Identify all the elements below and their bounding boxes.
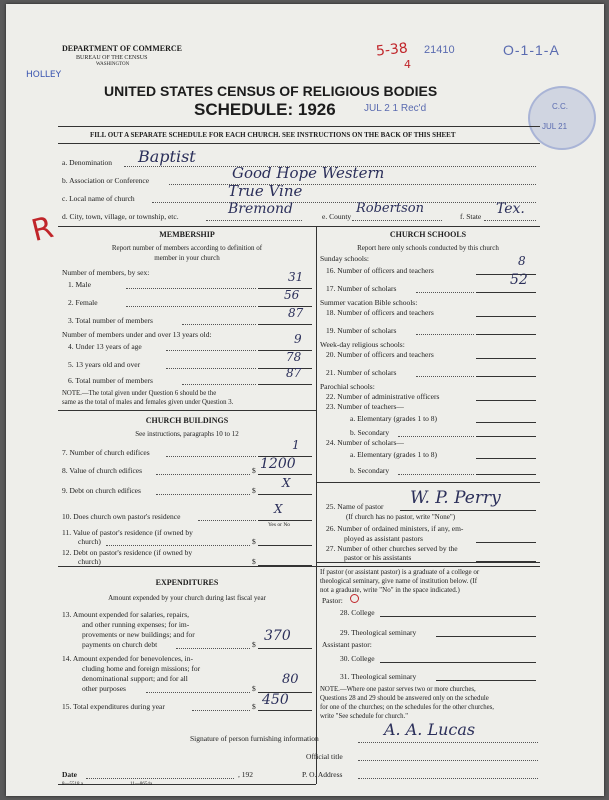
q12-line: [258, 565, 312, 566]
q25-line: [400, 510, 536, 511]
q13-label-4: payments on church debt: [82, 640, 158, 649]
q21-leader: [416, 376, 474, 377]
official-title-line: [358, 760, 538, 761]
schools-sub: Report here only schools conducted by this church: [357, 244, 499, 252]
q1-label: 1. Male: [68, 280, 91, 289]
po-address-line: [358, 778, 538, 779]
q20-label: 20. Number of officers and teachers: [326, 350, 434, 359]
q22-label: 22. Number of administrative officers: [326, 392, 440, 401]
q4-label: 4. Under 13 years of age: [68, 342, 142, 351]
members-by-sex-label: Number of members, by sex:: [62, 268, 150, 277]
q6-leader: [182, 384, 256, 385]
date-line: [86, 778, 234, 779]
schedule-year: SCHEDULE: 1926: [194, 100, 336, 119]
classification-code: O-1-1-A: [503, 42, 560, 58]
q11-dollar: $: [252, 537, 256, 546]
q27-line: [476, 561, 536, 562]
q10-leader: [198, 520, 256, 521]
pastor-note-4: write "See schedule for church.": [320, 713, 409, 720]
q24-label: 24. Number of scholars—: [326, 438, 404, 447]
q26-label-2: ployed as assistant pastors: [344, 534, 423, 543]
form-number-1: 8—5518 a: [62, 782, 83, 787]
red-circle-mark: [350, 594, 359, 603]
q12-dollar: $: [252, 557, 256, 566]
church-name-value[interactable]: True Vine: [228, 182, 303, 200]
schools-bottom-rule: [316, 482, 540, 483]
q11-label-2: church): [78, 537, 101, 546]
sunday-schools-label: Sunday schools:: [320, 254, 369, 263]
membership-intro-1: Report number of members according to definition of: [111, 244, 263, 252]
q7-label: 7. Number of church edifices: [62, 448, 150, 457]
state-label: f. State: [460, 212, 482, 221]
state-line: [484, 220, 536, 221]
q23-label: 23. Number of teachers—: [326, 402, 404, 411]
q4-value[interactable]: 9: [294, 332, 302, 346]
circular-stamp-date: JUL 21: [542, 122, 568, 131]
q2-label: 2. Female: [68, 298, 98, 307]
city-name: WASHINGTON: [96, 62, 130, 67]
q12-label-2: church): [78, 557, 101, 566]
county-line: [352, 220, 442, 221]
expenditures-sub: Amount expended by your church during last fiscal year: [108, 594, 266, 602]
graduate-note-3: not a graduate, write "No" in the space indicated.): [320, 586, 460, 594]
q31-label: 31. Theological seminary: [340, 672, 417, 681]
q13-line: [258, 648, 312, 649]
q19-label: 19. Number of scholars: [326, 326, 397, 335]
q23b-leader: [398, 436, 474, 437]
q29-line: [436, 636, 536, 637]
red-mark-r: R: [28, 209, 57, 250]
q27-label-2: pastor or his assistants: [344, 553, 412, 562]
state-value[interactable]: Tex.: [496, 201, 525, 217]
q24b-label: b. Secondary: [350, 466, 390, 475]
q20-line: [476, 358, 536, 359]
red-sub-number: 4: [404, 58, 411, 71]
q25-label: 25. Name of pastor: [326, 502, 384, 511]
q23b-label: b. Secondary: [350, 428, 390, 437]
q10-line: [258, 520, 312, 521]
q24b-line: [476, 474, 536, 475]
association-value[interactable]: Good Hope Western: [232, 164, 385, 182]
signature-value[interactable]: A. A. Lucas: [384, 720, 476, 739]
q3-label: 3. Total number of members: [68, 316, 153, 325]
q14-label-1: 14. Amount expended for benevolences, in-: [62, 654, 194, 663]
q13-dollar: $: [252, 640, 256, 649]
county-label: e. County: [322, 212, 352, 221]
q28-label: 28. College: [340, 608, 375, 617]
q16-value[interactable]: 8: [518, 254, 526, 268]
q1-value[interactable]: 31: [288, 270, 304, 284]
date-label: Date: [62, 770, 77, 779]
q27-label-1: 27. Number of other churches served by the: [326, 544, 458, 553]
q6-line: [258, 384, 312, 385]
form-title: UNITED STATES CENSUS OF RELIGIOUS BODIES: [104, 83, 438, 99]
q15-value[interactable]: 450: [262, 692, 289, 708]
q14-value[interactable]: 80: [282, 672, 299, 687]
expenditures-heading: EXPENDITURES: [155, 578, 219, 587]
q2-line: [258, 306, 312, 307]
q11-leader: [106, 545, 250, 546]
signature-label: Signature of person furnishing information: [190, 734, 319, 743]
q11-label-1: 11. Value of pastor's residence (if owned by: [62, 528, 193, 537]
q8-line: [258, 474, 312, 475]
q8-dollar: $: [252, 466, 256, 475]
q9-dollar: $: [252, 486, 256, 495]
q15-line: [258, 710, 312, 711]
county-value[interactable]: Robertson: [356, 201, 424, 216]
header-rule-top: [58, 126, 540, 127]
q4-leader: [166, 350, 256, 351]
q10-value[interactable]: X: [274, 502, 283, 516]
q8-value[interactable]: 1200: [260, 456, 296, 472]
q23a-label: a. Elementary (grades 1 to 8): [350, 414, 438, 423]
membership-note-2: same as the total of males and females given under Question 3.: [62, 399, 234, 406]
q21-line: [476, 376, 536, 377]
instruction-line: FILL OUT A SEPARATE SCHEDULE FOR EACH CHURCH. SEE INSTRUCTIONS ON THE BACK OF THIS SHEET: [90, 131, 456, 139]
q5-leader: [166, 368, 256, 369]
q24a-label: a. Elementary (grades 1 to 8): [350, 450, 438, 459]
denomination-label: a. Denomination: [62, 158, 112, 167]
form-number-2: 11—8654a: [130, 782, 153, 787]
schools-heading: CHURCH SCHOOLS: [389, 230, 467, 239]
header-rule-bottom: [58, 143, 540, 144]
q9-value[interactable]: X: [282, 476, 291, 490]
q3-leader: [182, 324, 256, 325]
q7-value[interactable]: 1: [292, 438, 300, 452]
church-name-line: [152, 202, 536, 203]
q14-label-4: other purposes: [82, 684, 126, 693]
q8-leader: [156, 474, 250, 475]
q3-line: [258, 324, 312, 325]
date-year: , 192: [238, 770, 253, 779]
q2-value[interactable]: 56: [284, 288, 300, 302]
expenditure-bottom-rule: [58, 784, 316, 785]
q15-leader: [192, 710, 250, 711]
q28-line: [380, 616, 536, 617]
q9-label: 9. Debt on church edifices: [62, 486, 141, 495]
official-title-label: Official title: [306, 752, 343, 761]
q1-leader: [126, 288, 256, 289]
yes-no-hint: Yes or No: [268, 522, 291, 528]
pastor-note-3: for one of the churches; on the schedules for the other churches,: [320, 704, 495, 711]
city-label: d. City, town, village, or township, etc.: [62, 212, 179, 221]
city-value[interactable]: Bremond: [228, 201, 293, 217]
q26-label-1: 26. Number of ordained ministers, if any, em-: [326, 524, 464, 533]
q30-line: [380, 662, 536, 663]
department-name: DEPARTMENT OF COMMERCE: [62, 44, 183, 53]
buildings-sub: See instructions, paragraphs 10 to 12: [135, 430, 239, 438]
q14-dollar: $: [252, 684, 256, 693]
q13-label-2: and other running expenses; for im-: [82, 620, 190, 629]
summer-schools-label: Summer vacation Bible schools:: [320, 298, 418, 307]
grid-top: [58, 226, 540, 227]
q23b-line: [476, 436, 536, 437]
bureau-name: BUREAU OF THE CENSUS: [76, 55, 148, 61]
membership-intro-2: member in your church: [154, 254, 220, 262]
q29-label: 29. Theological seminary: [340, 628, 417, 637]
q15-label: 15. Total expenditures during year: [62, 702, 165, 711]
q14-label-3: denominational support; and for all: [82, 674, 188, 683]
q8-label: 8. Value of church edifices: [62, 466, 143, 475]
membership-bottom-rule: [58, 410, 316, 411]
q11-line: [258, 545, 312, 546]
q6-value[interactable]: 87: [286, 366, 302, 380]
denomination-value[interactable]: Baptist: [138, 147, 196, 166]
circular-stamp: [528, 86, 596, 150]
association-label: b. Association or Conference: [62, 176, 150, 185]
received-stamp: JUL 2 1 Rec'd: [364, 103, 427, 114]
q18-label: 18. Number of officers and teachers: [326, 308, 434, 317]
q6-label: 6. Total number of members: [68, 376, 153, 385]
q2-leader: [126, 306, 256, 307]
buildings-heading: CHURCH BUILDINGS: [145, 416, 229, 425]
holley-stamp: HOLLEY: [26, 70, 62, 80]
file-number-stamp: 21410: [424, 44, 455, 56]
q3-value[interactable]: 87: [288, 306, 304, 320]
q19-leader: [416, 334, 474, 335]
q5-value[interactable]: 78: [286, 350, 302, 364]
q13-label-1: 13. Amount expended for salaries, repairs,: [62, 610, 190, 619]
po-address-label: P. O. Address: [302, 770, 343, 779]
graduate-note-1: If pastor (or assistant pastor) is a graduate of a college or: [320, 568, 480, 576]
q13-leader: [176, 648, 250, 649]
pastor-note-1: NOTE.—Where one pastor serves two or more churches,: [320, 686, 476, 693]
q17-label: 17. Number of scholars: [326, 284, 397, 293]
graduate-note-2: theological seminary, give name of institution below. (If: [320, 577, 478, 585]
q17-line: [476, 292, 536, 293]
q5-label: 5. 13 years old and over: [68, 360, 141, 369]
q15-dollar: $: [252, 702, 256, 711]
q26-line: [476, 542, 536, 543]
signature-line: [358, 742, 538, 743]
q9-leader: [156, 494, 250, 495]
q23a-line: [476, 422, 536, 423]
q30-label: 30. College: [340, 654, 375, 663]
q10-label: 10. Does church own pastor's residence: [62, 512, 181, 521]
q7-leader: [166, 456, 256, 457]
weekday-schools-label: Week-day religious schools:: [320, 340, 405, 349]
q21-label: 21. Number of scholars: [326, 368, 397, 377]
q13-value[interactable]: 370: [264, 628, 291, 644]
q18-line: [476, 316, 536, 317]
church-name-label: c. Local name of church: [62, 194, 135, 203]
membership-heading: MEMBERSHIP: [159, 230, 215, 239]
q5-line: [258, 368, 312, 369]
pastor-label: Pastor:: [322, 596, 343, 605]
under-over-label: Number of members under and over 13 years old:: [62, 330, 212, 339]
q17-leader: [416, 292, 474, 293]
assistant-pastor-label: Assistant pastor:: [322, 640, 372, 649]
q9-line: [258, 494, 312, 495]
q24b-leader: [398, 474, 474, 475]
q31-line: [436, 680, 536, 681]
association-line: [169, 184, 536, 185]
q4-line: [258, 350, 312, 351]
q22-line: [476, 400, 536, 401]
census-schedule-sheet: [6, 4, 604, 796]
q17-value[interactable]: 52: [510, 272, 528, 288]
q14-leader: [146, 692, 250, 693]
red-number: 5-38: [375, 40, 409, 60]
grid-middle-rule: [58, 566, 540, 567]
q14-label-2: cluding home and foreign missions; for: [82, 664, 201, 673]
grid-vertical-divider: [316, 226, 317, 566]
pastor-note-2: Questions 28 and 29 should be answered only on the schedule: [320, 695, 489, 702]
q25-note: (If church has no pastor, write "None"): [346, 513, 456, 521]
circular-stamp-top: C.C.: [552, 102, 568, 111]
q25-value[interactable]: W. P. Perry: [410, 488, 501, 508]
membership-note-1: NOTE.—The total given under Question 6 should be the: [62, 390, 217, 397]
city-line: [206, 220, 302, 221]
q13-label-3: provements or new buildings; and for: [82, 630, 195, 639]
q19-line: [476, 334, 536, 335]
q24a-line: [476, 458, 536, 459]
q16-label: 16. Number of officers and teachers: [326, 266, 434, 275]
parochial-schools-label: Parochial schools:: [320, 382, 375, 391]
pastor-bottom-rule: [316, 562, 540, 563]
q12-label-1: 12. Debt on pastor's residence (if owned by: [62, 548, 193, 557]
